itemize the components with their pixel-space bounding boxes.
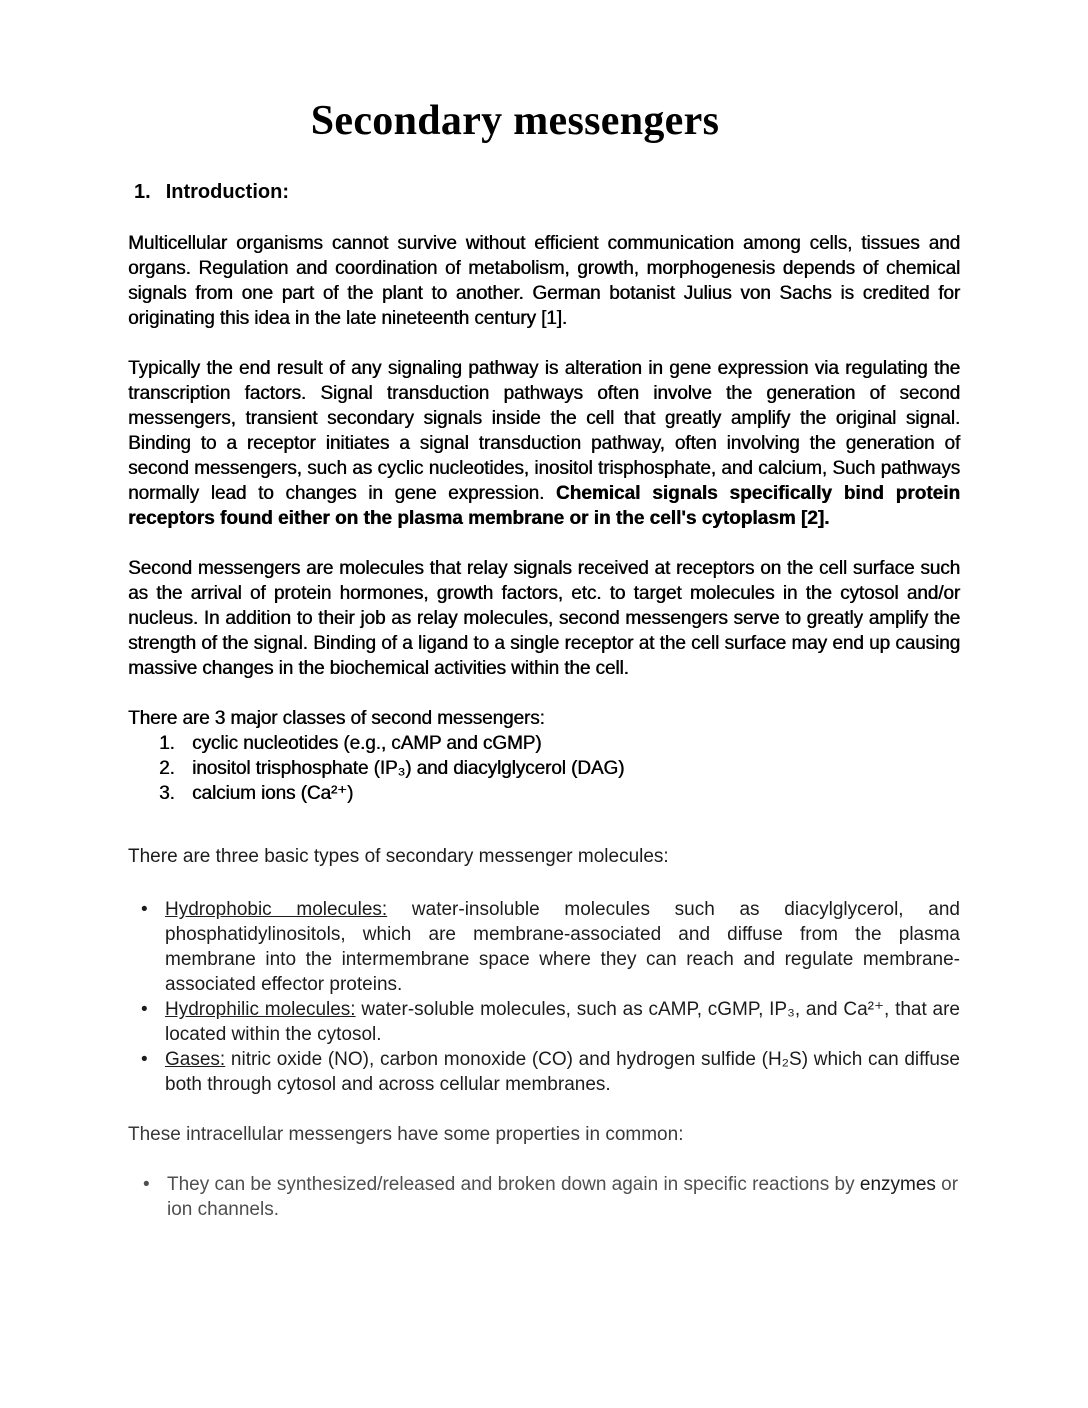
properties-bullet-list bbox=[128, 1172, 960, 1222]
list-item bbox=[128, 781, 960, 806]
list-item-number: 2. bbox=[159, 758, 175, 780]
bullet-content bbox=[165, 997, 960, 1047]
bullet-item-hydrophilic bbox=[128, 997, 960, 1047]
property-text-enzymes: enzymes bbox=[859, 1174, 936, 1196]
list-item-text: cyclic nucleotides (e.g., cAMP and cGMP) bbox=[192, 733, 542, 755]
paragraph-signaling-pathway bbox=[128, 356, 960, 531]
section-heading bbox=[128, 179, 960, 206]
second-messenger-classes-list bbox=[128, 731, 960, 806]
paragraph-signaling-bold-text: Chemical signals specifically bind protein receptors found either on the plasma membrane or in the cell's cytoplasm [2]. bbox=[128, 483, 960, 530]
bullet-text: nitric oxide (NO), carbon monoxide (CO) and hydrogen sulfide (H₂S) which can diffuse both through cytosol and across cellular membranes. bbox=[165, 1049, 960, 1096]
list-item-text: calcium ions (Ca²⁺) bbox=[192, 783, 354, 805]
bullet-content bbox=[167, 1172, 960, 1222]
property-text-pre: They can be synthesized/released and broken down again in specific reactions by bbox=[167, 1174, 860, 1196]
paragraph-second-messengers: Second messengers are molecules that relay signals received at receptors on the cell surface such as the arrival of protein hormones, growth factors, etc. to target molecules in the cytosol and/or nucleus. In addition to their job as relay molecules, second messengers serve to greatly amplify the strength of the signal. Binding of a ligand to a single receptor at the cell surface may end up causing massive changes in the biochemical activities within the cell. bbox=[128, 558, 960, 680]
bullet-text: water-soluble molecules, such as cAMP, cGMP, IP₃, and Ca²⁺, that are located within the cytosol. bbox=[165, 999, 960, 1046]
bullet-content bbox=[165, 1047, 960, 1097]
bullet-item-gases bbox=[128, 1047, 960, 1097]
bullet-icon: • bbox=[141, 999, 148, 1021]
document-title: Secondary messengers bbox=[310, 98, 720, 144]
types-intro-line: There are three basic types of secondary messenger molecules: bbox=[128, 846, 669, 868]
classes-intro-line: There are 3 major classes of second messengers: bbox=[128, 708, 545, 730]
bullet-lead: Gases: bbox=[165, 1049, 226, 1071]
bullet-icon: • bbox=[141, 899, 148, 921]
bullet-icon: • bbox=[141, 1049, 148, 1071]
bullet-icon: • bbox=[143, 1174, 150, 1196]
properties-intro-line: These intracellular messengers have some properties in common: bbox=[128, 1124, 684, 1146]
property-text-post: or ion channels. bbox=[167, 1174, 959, 1221]
paragraph-multicellular: Multicellular organisms cannot survive without efficient communication among cells, tissues and organs. Regulation and coordination of metabolism, growth, morphogenesis depends of chemical signals from one part of the plant to another. German botanist Julius von Sachs is credited for originating this idea in the late nineteenth century [1]. bbox=[128, 233, 960, 330]
list-item-text: inositol trisphosphate (IP₃) and diacylglycerol (DAG) bbox=[192, 758, 625, 780]
list-item-number: 1. bbox=[159, 733, 175, 755]
list-item bbox=[128, 731, 960, 756]
bullet-item-hydrophobic bbox=[128, 897, 960, 997]
section-heading-label: Introduction: bbox=[165, 181, 289, 204]
paragraph-signaling-normal-text: Typically the end result of any signaling pathway is alteration in gene expression via regulating the transcription factors. Signal transduction pathways often involve the generation of second messengers, transient secondary signals inside the cell that greatly amplify the original signal. Binding to a receptor initiates a signal transduction pathway, often involving the generation of second messengers, such as cyclic nucleotides, inositol trisphosphate, and calcium, Such pathways normally lead to changes in gene expression. bbox=[128, 358, 960, 505]
list-item-number: 3. bbox=[159, 783, 175, 805]
messenger-types-bullet-list bbox=[128, 897, 960, 1097]
section-heading-number: 1. bbox=[134, 181, 151, 204]
list-item bbox=[128, 756, 960, 781]
bullet-lead: Hydrophilic molecules: bbox=[165, 999, 356, 1021]
bullet-content bbox=[165, 897, 960, 997]
bullet-lead: Hydrophobic molecules: bbox=[165, 899, 388, 921]
bullet-text: water-insoluble molecules such as diacylglycerol, and phosphatidylinositols, which are membrane-associated and diffuse from the plasma membrane into the intermembrane space where they can reach and regulate membrane-associated effector proteins. bbox=[165, 899, 960, 996]
bullet-item-property bbox=[128, 1172, 960, 1222]
